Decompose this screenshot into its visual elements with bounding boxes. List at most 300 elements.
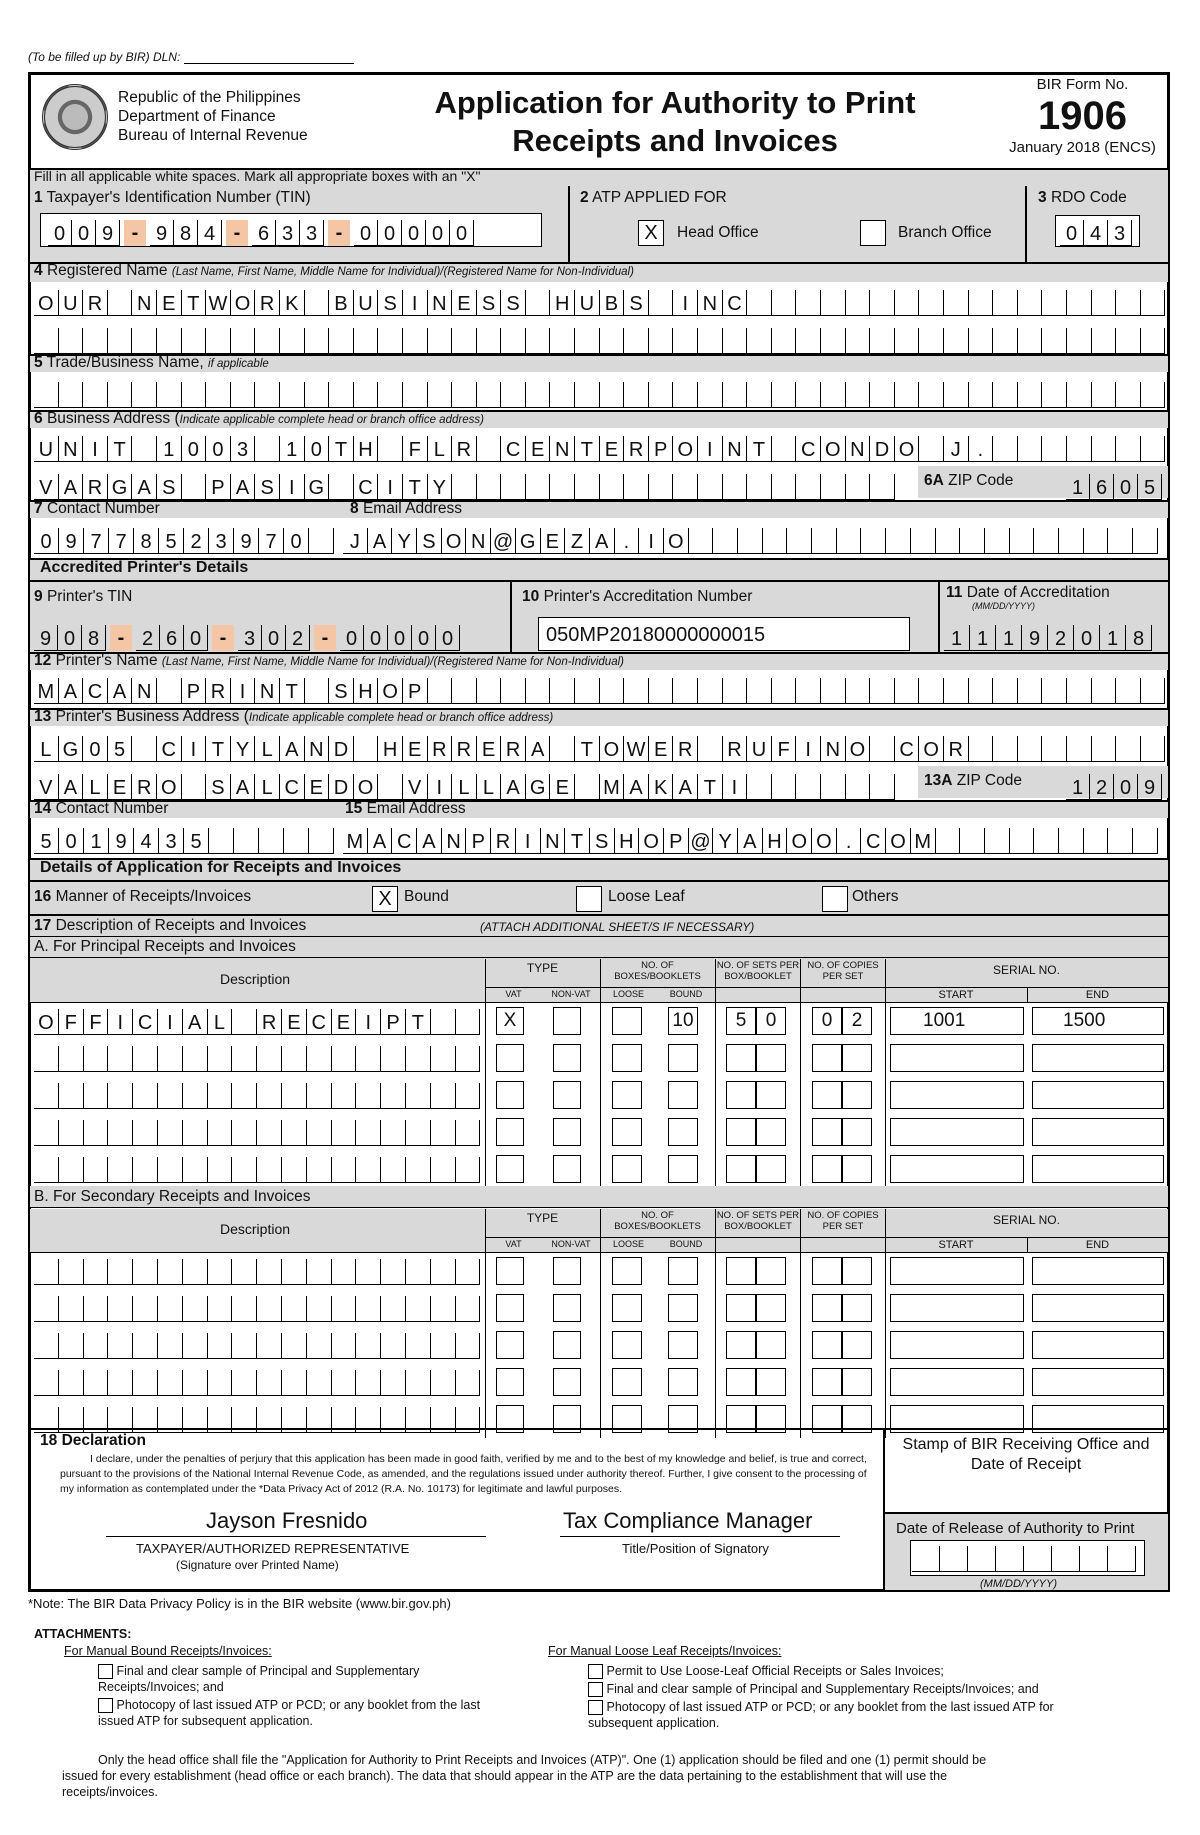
bound-attachment-1[interactable]: Final and clear sample of Principal and Supplementary Receipts/Invoices; and — [98, 1664, 420, 1695]
sets-digit[interactable] — [756, 1331, 786, 1359]
comb-cell — [208, 1157, 233, 1183]
comb-cell: N — [846, 436, 871, 462]
comb-cell — [231, 328, 256, 354]
comb-cell — [1116, 328, 1141, 354]
comb-cell — [456, 1046, 481, 1072]
copies-digit[interactable] — [842, 1155, 872, 1183]
col-type: TYPE — [526, 1211, 559, 1225]
comb-cell — [208, 1120, 233, 1146]
copies-digit[interactable] — [812, 1155, 842, 1183]
nonvat-checkbox[interactable] — [553, 1118, 581, 1146]
comb-cell — [59, 1259, 84, 1285]
tin-value — [48, 220, 474, 246]
comb-cell: T — [575, 736, 600, 762]
loose-count[interactable] — [612, 1155, 642, 1183]
comb-cell: H — [354, 436, 379, 462]
comb-cell — [456, 1296, 481, 1322]
comb-cell — [673, 328, 698, 354]
serial-end[interactable] — [1032, 1155, 1164, 1183]
comb-cell — [132, 436, 157, 462]
f9-label: 9 Printer's TIN — [34, 588, 133, 605]
copies-digit[interactable] — [812, 1118, 842, 1146]
sets-digit[interactable] — [726, 1331, 756, 1359]
signatory-title[interactable]: Tax Compliance Manager — [563, 1508, 813, 1533]
vat-checkbox[interactable] — [496, 1257, 524, 1285]
comb-cell — [158, 1046, 183, 1072]
vat-checkbox[interactable] — [496, 1331, 524, 1359]
vat-checkbox[interactable]: X — [496, 1007, 524, 1035]
nonvat-checkbox[interactable] — [553, 1155, 581, 1183]
comb-cell — [796, 382, 821, 408]
comb-cell — [257, 1083, 282, 1109]
comb-cell — [84, 1083, 109, 1109]
col-bound: BOUND — [669, 989, 703, 999]
comb-cell — [59, 1046, 84, 1072]
comb-cell: V — [34, 774, 59, 800]
serial-start[interactable] — [890, 1044, 1024, 1072]
comb-cell — [1042, 290, 1067, 316]
comb-cell — [1067, 736, 1092, 762]
comb-cell — [698, 328, 723, 354]
comb-cell — [232, 1083, 257, 1109]
serial-start[interactable] — [890, 1331, 1024, 1359]
printer-address-line1[interactable] — [34, 736, 1165, 762]
comb-cell: R — [83, 474, 108, 500]
comb-cell: O — [34, 1009, 59, 1035]
branch-office-checkbox[interactable] — [860, 220, 886, 246]
serial-start[interactable] — [890, 1257, 1024, 1285]
comb-cell: A — [738, 828, 763, 854]
comb-cell — [232, 1120, 257, 1146]
registered-name-line2[interactable] — [34, 328, 1165, 354]
comb-cell: H — [378, 736, 403, 762]
copies-digit[interactable]: 2 — [842, 1007, 872, 1035]
comb-cell — [723, 678, 748, 704]
comb-cell — [84, 1157, 109, 1183]
comb-cell: R — [944, 736, 969, 762]
comb-cell — [456, 1120, 481, 1146]
printer-contact[interactable] — [34, 828, 334, 854]
sets-digit[interactable] — [726, 1368, 756, 1396]
comb-cell — [307, 1083, 332, 1109]
comb-cell — [406, 1333, 431, 1359]
nonvat-checkbox[interactable] — [553, 1044, 581, 1072]
f10-label: 10 Printer's Accreditation Number — [522, 588, 753, 605]
nonvat-checkbox[interactable] — [553, 1257, 581, 1285]
serial-start[interactable] — [890, 1081, 1024, 1109]
comb-cell — [108, 1296, 133, 1322]
comb-cell: Y — [428, 474, 453, 500]
email-address[interactable] — [343, 528, 1158, 554]
copies-digit[interactable] — [812, 1331, 842, 1359]
f18-label: 18 Declaration — [40, 1432, 146, 1449]
serial-end[interactable] — [1032, 1331, 1164, 1359]
comb-cell — [1042, 678, 1067, 704]
comb-cell — [329, 382, 354, 408]
bound-attachment-2[interactable]: Photocopy of last issued ATP or PCD; or any booklet from the last issued ATP for subsequent application. — [98, 1698, 481, 1729]
copies-digit[interactable] — [842, 1257, 872, 1285]
vat-checkbox[interactable] — [496, 1044, 524, 1072]
bir-seal-icon — [42, 84, 108, 150]
tin-digit: 0 — [412, 625, 436, 651]
comb-cell — [673, 678, 698, 704]
agency-line1: Republic of the Philippines — [118, 89, 301, 106]
comb-cell — [1067, 328, 1092, 354]
release-date-label: Date of Release of Authority to Print — [896, 1520, 1135, 1537]
comb-cell: K — [280, 290, 305, 316]
printer-zip-code[interactable] — [1066, 774, 1162, 800]
comb-cell: S — [501, 290, 526, 316]
serial-end[interactable] — [1032, 1294, 1164, 1322]
comb-cell — [1067, 290, 1092, 316]
trade-name-input[interactable] — [34, 382, 1165, 408]
col-end: END — [1085, 989, 1110, 1001]
bound-count[interactable] — [668, 1044, 698, 1072]
comb-cell — [34, 1370, 59, 1396]
f12-label: 12 Printer's Name (Last Name, First Name, Middle Name for Individual)/(Registered Name for Non-Individual) — [34, 652, 624, 669]
comb-cell: A — [501, 774, 526, 800]
comb-cell: G — [305, 474, 330, 500]
comb-cell — [307, 1259, 332, 1285]
sets-digit[interactable] — [756, 1257, 786, 1285]
comb-cell: M — [343, 828, 368, 854]
serial-end[interactable] — [1032, 1118, 1164, 1146]
loose-count[interactable] — [612, 1257, 642, 1285]
comb-cell: E — [332, 1009, 357, 1035]
agency-line2: Department of Finance — [118, 108, 276, 125]
vat-checkbox[interactable] — [496, 1368, 524, 1396]
comb-cell — [133, 1157, 158, 1183]
nonvat-checkbox[interactable] — [553, 1331, 581, 1359]
form-number: 1906 — [1038, 94, 1127, 138]
vat-checkbox[interactable] — [496, 1081, 524, 1109]
comb-cell: 5 — [108, 736, 133, 762]
comb-cell — [501, 678, 526, 704]
head-office-checkbox[interactable]: X — [638, 220, 664, 246]
comb-cell — [208, 1370, 233, 1396]
serial-start[interactable] — [890, 1294, 1024, 1322]
others-checkbox[interactable] — [822, 886, 848, 912]
comb-cell — [158, 1259, 183, 1285]
f6-label: 6 Business Address (Indicate applicable complete head or branch office address) — [34, 410, 484, 427]
copies-digit[interactable] — [812, 1257, 842, 1285]
comb-cell — [944, 382, 969, 408]
serial-end[interactable] — [1032, 1081, 1164, 1109]
description-field[interactable] — [34, 1009, 480, 1035]
comb-cell — [846, 678, 871, 704]
comb-cell — [34, 1333, 59, 1359]
comb-cell — [231, 382, 256, 408]
f11-label: 11 Date of Accreditation — [946, 584, 1110, 601]
nonvat-checkbox[interactable] — [553, 1007, 581, 1035]
comb-cell: B — [600, 290, 625, 316]
comb-cell — [332, 1333, 357, 1359]
comb-cell: P — [403, 678, 428, 704]
bound-count[interactable] — [668, 1368, 698, 1396]
comb-cell — [1141, 736, 1166, 762]
bound-checkbox[interactable]: X — [372, 886, 398, 912]
comb-cell — [1034, 528, 1059, 554]
description-field[interactable] — [34, 1083, 480, 1109]
comb-cell — [452, 474, 477, 500]
comb-cell: I — [83, 436, 108, 462]
comb-cell — [34, 1157, 59, 1183]
col-divider — [715, 959, 716, 1188]
comb-cell: S — [206, 774, 231, 800]
comb-cell — [575, 474, 600, 500]
comb-cell: O — [886, 828, 911, 854]
serial-end[interactable]: 1500 — [1032, 1007, 1164, 1035]
tin-digit: 2 — [286, 625, 310, 651]
comb-cell — [1133, 828, 1158, 854]
comb-cell — [747, 474, 772, 500]
sets-digit[interactable] — [726, 1081, 756, 1109]
comb-cell — [34, 1259, 59, 1285]
comb-cell: S — [255, 474, 280, 500]
comb-cell: O — [639, 828, 664, 854]
comb-cell — [257, 1333, 282, 1359]
comb-cell — [1067, 436, 1092, 462]
comb-cell — [108, 1157, 133, 1183]
sets-digit[interactable] — [726, 1118, 756, 1146]
comb-cell: R — [624, 436, 649, 462]
business-address-line1[interactable] — [34, 436, 1165, 462]
sets-digit[interactable] — [726, 1294, 756, 1322]
comb-cell — [895, 382, 920, 408]
zip-code[interactable] — [1066, 474, 1162, 500]
comb-cell — [1108, 1546, 1136, 1572]
serial-start[interactable] — [890, 1118, 1024, 1146]
comb-cell — [821, 382, 846, 408]
vat-checkbox[interactable] — [496, 1155, 524, 1183]
bound-count[interactable] — [668, 1118, 698, 1146]
sets-digit[interactable] — [726, 1155, 756, 1183]
description-field[interactable] — [34, 1296, 480, 1322]
description-field[interactable] — [34, 1046, 480, 1072]
serial-end[interactable] — [1032, 1257, 1164, 1285]
comb-cell — [1042, 328, 1067, 354]
comb-cell — [307, 1157, 332, 1183]
comb-cell — [1116, 290, 1141, 316]
comb-cell: R — [257, 1009, 282, 1035]
printer-tin[interactable] — [34, 625, 460, 651]
privacy-note: *Note: The BIR Data Privacy Policy is in the BIR website (www.bir.gov.ph) — [28, 1596, 451, 1611]
comb-cell — [356, 1083, 381, 1109]
comb-cell — [183, 1333, 208, 1359]
serial-end[interactable] — [1032, 1044, 1164, 1072]
copies-digit[interactable] — [842, 1044, 872, 1072]
loose-count[interactable] — [612, 1007, 642, 1035]
comb-cell — [255, 382, 280, 408]
loose-count[interactable] — [612, 1044, 642, 1072]
copies-digit[interactable]: 0 — [812, 1007, 842, 1035]
sets-digit[interactable]: 5 — [726, 1007, 756, 1035]
comb-cell — [157, 382, 182, 408]
bound-count[interactable]: 10 — [668, 1007, 698, 1035]
bound-count[interactable] — [668, 1294, 698, 1322]
loose-count[interactable] — [612, 1368, 642, 1396]
loose-attachment-1[interactable]: Permit to Use Loose-Leaf Official Receipts or Sales Invoices; — [588, 1663, 1108, 1679]
vat-checkbox[interactable] — [496, 1118, 524, 1146]
tin-digit: 0 — [388, 625, 412, 651]
comb-cell — [870, 290, 895, 316]
sets-digit[interactable] — [756, 1294, 786, 1322]
comb-cell: 9 — [1138, 774, 1162, 800]
comb-cell — [329, 328, 354, 354]
comb-cell — [919, 678, 944, 704]
comb-cell — [133, 1046, 158, 1072]
printer-address-line2[interactable] — [34, 774, 895, 800]
nonvat-checkbox[interactable] — [553, 1294, 581, 1322]
description-field[interactable] — [34, 1333, 480, 1359]
comb-cell — [232, 1296, 257, 1322]
copies-digit[interactable] — [812, 1044, 842, 1072]
comb-cell: I — [378, 474, 403, 500]
comb-cell: I — [673, 290, 698, 316]
copies-digit[interactable] — [842, 1294, 872, 1322]
comb-cell: 7 — [84, 528, 109, 554]
comb-cell: C — [280, 774, 305, 800]
copies-digit[interactable] — [812, 1294, 842, 1322]
comb-cell — [772, 382, 797, 408]
comb-cell — [257, 1120, 282, 1146]
col-description: Description — [219, 971, 291, 987]
tin-digit: 9 — [96, 220, 120, 246]
comb-cell — [133, 1083, 158, 1109]
comb-cell: T — [575, 436, 600, 462]
comb-cell — [870, 736, 895, 762]
sets-digit[interactable] — [756, 1044, 786, 1072]
comb-cell — [431, 1370, 456, 1396]
comb-cell — [282, 1120, 307, 1146]
comb-cell: A — [624, 774, 649, 800]
sets-digit[interactable] — [756, 1118, 786, 1146]
comb-cell — [969, 328, 994, 354]
copies-digit[interactable] — [842, 1368, 872, 1396]
copies-digit[interactable] — [842, 1081, 872, 1109]
description-field[interactable] — [34, 1370, 480, 1396]
comb-cell — [649, 290, 674, 316]
serial-start[interactable] — [890, 1155, 1024, 1183]
comb-cell — [960, 828, 985, 854]
others-label: Others — [852, 888, 899, 905]
signatory-name[interactable]: Jayson Fresnido — [206, 1508, 368, 1533]
tin-digit: 0 — [402, 220, 426, 246]
comb-cell — [846, 382, 871, 408]
comb-cell — [649, 328, 674, 354]
comb-cell — [356, 1120, 381, 1146]
comb-cell — [723, 382, 748, 408]
comb-cell: 3 — [159, 828, 184, 854]
sets-digit[interactable]: 0 — [756, 1007, 786, 1035]
loose-count[interactable] — [612, 1118, 642, 1146]
comb-cell: R — [452, 736, 477, 762]
loose-count[interactable] — [612, 1331, 642, 1359]
comb-cell — [208, 1083, 233, 1109]
bound-count[interactable] — [668, 1257, 698, 1285]
comb-cell — [1042, 382, 1067, 408]
comb-cell: O — [600, 736, 625, 762]
comb-cell: H — [550, 290, 575, 316]
comb-cell — [431, 1296, 456, 1322]
loose-count[interactable] — [612, 1294, 642, 1322]
comb-cell: @ — [689, 828, 714, 854]
registered-name[interactable] — [34, 290, 1165, 316]
sets-digit[interactable] — [726, 1257, 756, 1285]
sets-digit[interactable] — [756, 1368, 786, 1396]
comb-cell: L — [208, 1009, 233, 1035]
bound-count[interactable] — [668, 1155, 698, 1183]
comb-cell — [282, 1083, 307, 1109]
comb-cell — [34, 382, 59, 408]
comb-cell — [772, 474, 797, 500]
comb-cell — [34, 1083, 59, 1109]
comb-cell — [886, 528, 911, 554]
serial-start[interactable]: 1001 — [890, 1007, 1024, 1035]
comb-cell — [157, 678, 182, 704]
sets-digit[interactable] — [756, 1155, 786, 1183]
comb-cell — [624, 382, 649, 408]
bound-count[interactable] — [668, 1331, 698, 1359]
copies-digit[interactable] — [812, 1081, 842, 1109]
tin-digit: 8 — [174, 220, 198, 246]
col-bound: BOUND — [669, 1239, 703, 1249]
printer-name[interactable] — [34, 678, 1165, 704]
comb-cell — [381, 1120, 406, 1146]
nonvat-checkbox[interactable] — [553, 1368, 581, 1396]
comb-cell: A — [231, 474, 256, 500]
nonvat-checkbox[interactable] — [553, 1081, 581, 1109]
loose-attachment-3[interactable]: Photocopy of last issued ATP or PCD; or any booklet from the last issued ATP for subsequent application. — [588, 1700, 1054, 1731]
comb-cell: 5 — [1138, 474, 1162, 500]
vat-checkbox[interactable] — [496, 1294, 524, 1322]
printer-email[interactable] — [343, 828, 1158, 854]
business-address-line2[interactable] — [34, 474, 895, 500]
comb-cell — [305, 290, 330, 316]
loose-attachment-2[interactable]: Final and clear sample of Principal and Supplementary Receipts/Invoices; and — [588, 1681, 1108, 1697]
serial-end[interactable] — [1032, 1368, 1164, 1396]
copies-digit[interactable] — [842, 1331, 872, 1359]
sets-digit[interactable] — [756, 1081, 786, 1109]
comb-cell: C — [861, 828, 886, 854]
comb-cell: U — [354, 290, 379, 316]
description-field[interactable] — [34, 1120, 480, 1146]
comb-cell — [846, 774, 871, 800]
comb-cell — [108, 328, 133, 354]
comb-cell — [83, 328, 108, 354]
contact-number[interactable] — [34, 528, 334, 554]
sets-digit[interactable] — [726, 1044, 756, 1072]
comb-cell: 0 — [1060, 220, 1084, 246]
copies-digit[interactable] — [812, 1368, 842, 1396]
comb-cell — [624, 474, 649, 500]
loose-leaf-checkbox[interactable] — [576, 886, 602, 912]
comb-cell — [870, 474, 895, 500]
loose-count[interactable] — [612, 1081, 642, 1109]
description-field[interactable] — [34, 1259, 480, 1285]
serial-start[interactable] — [890, 1368, 1024, 1396]
description-field[interactable] — [34, 1157, 480, 1183]
comb-cell — [1108, 528, 1133, 554]
comb-cell: C — [501, 436, 526, 462]
copies-digit[interactable] — [842, 1118, 872, 1146]
comb-cell: U — [59, 290, 84, 316]
bound-count[interactable] — [668, 1081, 698, 1109]
comb-cell — [257, 1296, 282, 1322]
accreditation-date[interactable] — [944, 625, 1152, 651]
comb-cell: 0 — [305, 436, 330, 462]
comb-cell — [996, 1546, 1024, 1572]
